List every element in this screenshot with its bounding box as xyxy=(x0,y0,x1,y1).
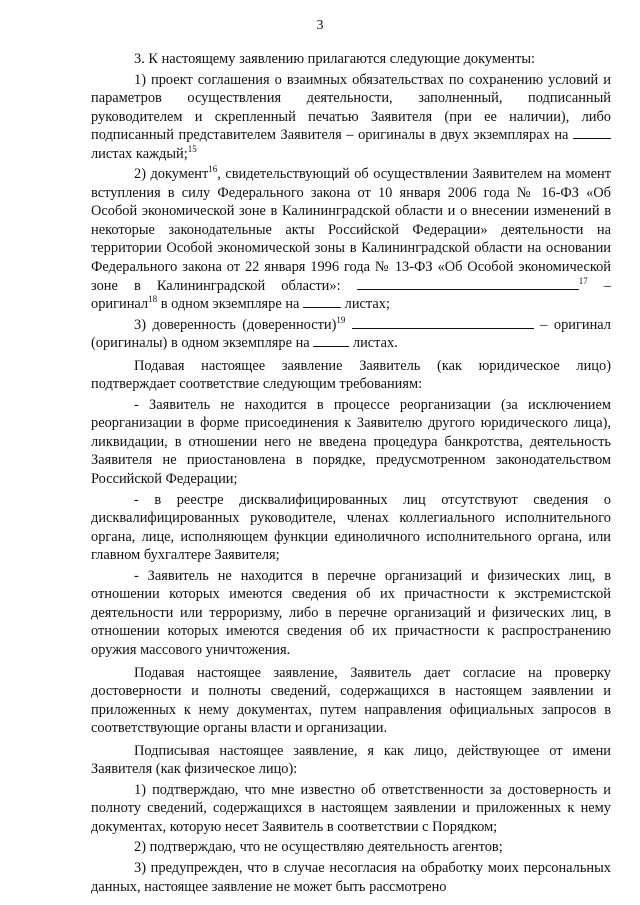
attachment-item-3 xyxy=(91,316,611,353)
requirement-no-reorganization: - Заявитель не находится в процессе реорганизации (за исключением реорганизации в форме присоединения к Заявителю другого юридического лица), ликвидации, в отношении него не введена процедура банкротства, деятельность Заявителя не приостановлена в порядке, предусмотренном законодательством Российской Федерации; xyxy=(91,396,611,488)
footnote-marker: 18 xyxy=(148,294,158,305)
footnote-marker: 16 xyxy=(208,164,218,175)
paragraph-text: 3) доверенность (доверенности) xyxy=(134,316,337,333)
paragraph-text: листах; xyxy=(341,296,390,313)
paragraph-text: в одном экземпляре на xyxy=(157,296,304,313)
paragraph-text: 1) проект соглашения о взаимных обязательствах по сохранению условий и параметров осуществления деятельности, заполненный, подписанный руководителем и скрепленный печатью Заявителя (при ее наличии), либо подписанный представителем Заявителя – оригиналы в двух экземплярах на xyxy=(91,71,611,144)
paragraph-text: , свидетельствующий об осуществлении Заявителем на момент вступления в силу Федерального закона от 10 января 2006 года № 16-ФЗ «Об Особой экономической зоне в Калининградской области и о внесении изменений в некоторые законодательные акты Российской Федерации» деятельности на территории Особой экономической зоны в Калининградской области на основании Федерального закона от 22 января 1996 года № 13-ФЗ «Об Особой экономической зоне в Калининградской области»: xyxy=(91,166,611,294)
requirements-intro: Подавая настоящее заявление Заявитель (как юридическое лицо) подтверждает соответствие следующим требованиям: xyxy=(91,357,611,393)
blank-fill-line xyxy=(352,316,534,329)
verification-consent: Подавая настоящее заявление, Заявитель дает согласие на проверку достоверности и полноты сведений, содержащихся в настоящем заявлении и приложенных к нему документах, путем направления официальных запросов в соответствующие органы власти и организации. xyxy=(91,664,611,737)
blank-fill-line xyxy=(313,334,349,347)
footnote-marker: 17 xyxy=(578,275,588,286)
blank-fill-line xyxy=(573,126,611,139)
requirement-disqualified-registry: - в реестре дисквалифицированных лиц отсутствуют сведения о дисквалифицированных руководителе, членах коллегиального исполнительного органа, лице, исполняющем функции единоличного исполнительного органа, или главном бухгалтере Заявителя; xyxy=(91,491,611,564)
paragraph-text: – оригинал xyxy=(91,277,611,313)
footnote-marker: 19 xyxy=(336,314,346,325)
paragraph-text: – оригинал (оригиналы) в одном экземпляре на xyxy=(91,316,611,352)
paragraph-text: листах каждый; xyxy=(91,145,188,162)
signatory-statement-intro: Подписывая настоящее заявление, я как лицо, действующее от имени Заявителя (как физическое лицо): xyxy=(91,742,611,778)
footnote-marker: 15 xyxy=(187,143,197,154)
signatory-item-2: 2) подтверждаю, что не осуществляю деятельность агентов; xyxy=(134,839,503,856)
page-number: 3 xyxy=(316,18,324,33)
blank-fill-line xyxy=(357,277,579,290)
attachment-item-1 xyxy=(91,71,611,164)
signatory-item-1: 1) подтверждаю, что мне известно об ответственности за достоверность и полноту сведений, содержащихся в настоящем заявлении и приложенных к нему документах, которую несет Заявитель в соответствии с Порядком; xyxy=(91,781,611,835)
requirement-extremism-list: - Заявитель не находится в перечне организаций и физических лиц, в отношении которых имеются сведения об их причастности к экстремистской деятельности или терроризму, либо в перечне организаций и физических лиц, в отношении которых имеются сведения об их причастности к распространению оружия массового уничтожения. xyxy=(91,567,611,658)
attachments-heading: 3. К настоящему заявлению прилагаются следующие документы: xyxy=(134,51,536,67)
attachment-item-2 xyxy=(91,165,611,313)
paragraph-text: 2) документ xyxy=(134,166,209,183)
document-body xyxy=(91,50,611,896)
paragraph-text: листах. xyxy=(349,335,398,352)
blank-fill-line xyxy=(303,295,341,308)
signatory-item-3: 3) предупрежден, что в случае несогласия на обработку моих персональных данных, настоящее заявление не может быть рассмотрено xyxy=(91,859,611,895)
